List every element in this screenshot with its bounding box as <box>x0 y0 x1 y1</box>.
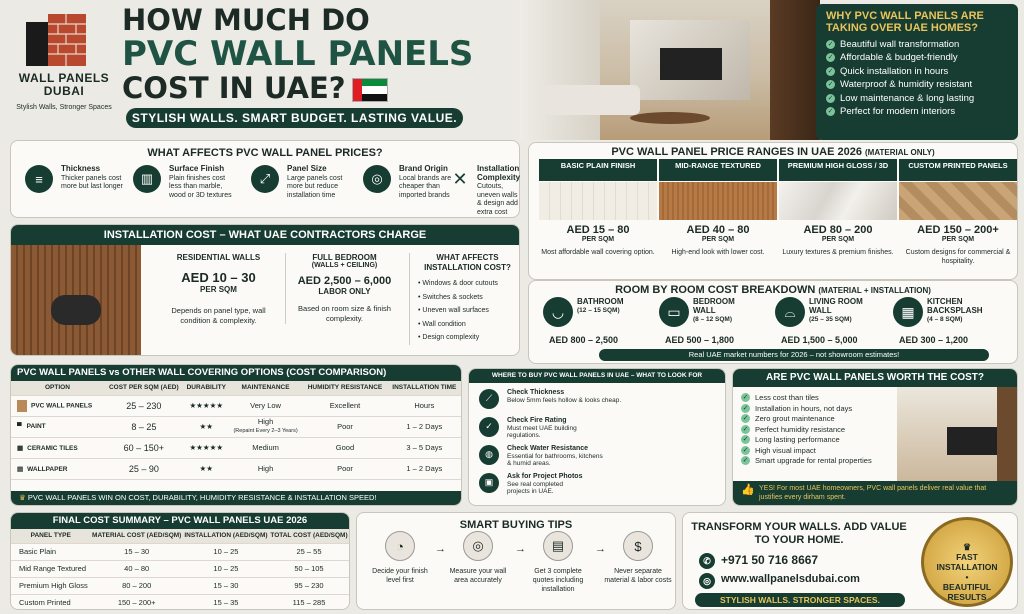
worth-item: ✓ Less cost than tiles <box>742 393 819 402</box>
globe-icon: ◎ <box>363 165 391 193</box>
brand-tagline: Stylish Walls, Stronger Spaces <box>16 104 112 111</box>
price-midrange: MID-RANGE TEXTURED AED 40 – 80 PER SQM High-end look with lower cost. <box>659 159 777 257</box>
bed-icon: ▭ <box>659 297 689 327</box>
table-row: Custom Printed 150 – 200+ 15 – 35 115 – 285 <box>11 594 349 610</box>
where-item: ⟋ Check Thickness Below 5mm feels hollow & looks cheap. <box>479 389 719 417</box>
title-line-1: HOW MUCH DO <box>122 3 370 37</box>
worth-item: ✓ Perfect humidity resistance <box>742 424 846 434</box>
price-ranges-card <box>528 142 1018 280</box>
worth-title: ARE PVC WALL PANELS WORTH THE COST? <box>733 369 1017 387</box>
slogan-banner: STYLISH WALLS. SMART BUDGET. LASTING VALUE. <box>126 108 463 128</box>
resize-icon: ⤢ <box>251 165 279 193</box>
why-item: ✓ Low maintenance & long lasting <box>827 92 975 104</box>
quote-document-icon: ▤ <box>543 531 573 561</box>
why-item: ✓ Affordable & budget-friendly <box>827 52 958 64</box>
cta-title: TRANSFORM YOUR WALLS. ADD VALUE TO YOUR HOME. <box>691 521 907 546</box>
worth-item: ✓ Zero grout maintenance <box>742 414 835 423</box>
check-icon: ✓ <box>742 415 749 422</box>
arrow-icon: → <box>435 543 446 555</box>
why-item: ✓ Waterproof & humidity resistant <box>827 79 973 91</box>
price-ranges-title: PVC WALL PANEL PRICE RANGES IN UAE 2026 (MATERIAL ONLY) <box>611 146 935 158</box>
installation-card <box>10 224 520 356</box>
worth-item: ✓ Smart upgrade for rental properties <box>742 456 872 465</box>
tools-icon: ✕ <box>452 168 468 189</box>
affect-item: • Windows & door cutouts <box>418 280 498 287</box>
page-title <box>122 4 522 104</box>
shield-check-icon: ✓ <box>479 417 499 437</box>
logo <box>8 8 120 118</box>
comparison-card <box>10 364 462 506</box>
worth-card <box>732 368 1018 506</box>
bathtub-icon: ◡ <box>543 297 573 327</box>
tape-measure-icon: ◎ <box>463 531 493 561</box>
sofa-icon: ⌓ <box>775 297 805 327</box>
where-to-buy-card <box>468 368 726 506</box>
title-line-3: COST IN UAE? <box>122 72 522 104</box>
where-item: ▣ Ask for Project Photos See real completed projects in UAE. <box>479 473 719 501</box>
title-line-2: PVC WALL PANELS <box>122 34 474 74</box>
photo-icon: ▣ <box>479 473 499 493</box>
check-icon: ✓ <box>742 394 749 401</box>
table-row: Premium High Gloss 80 – 200 15 – 30 95 – 230 <box>11 577 349 594</box>
where-item: ✓ Check Fire Rating Must meet UAE building regulations. <box>479 417 719 445</box>
kitchen-icon: ▦ <box>893 297 923 327</box>
summary-title: FINAL COST SUMMARY – PVC WALL PANELS UAE 2026 <box>11 513 349 529</box>
worth-item: ✓ Long lasting performance <box>742 435 840 444</box>
tips-title: SMART BUYING TIPS <box>459 519 573 531</box>
table-row: ▀ PAINT 8 – 25 ★★ High (Repaint Every 2–3 Years) Poor 1 – 2 Days <box>11 416 461 437</box>
price-basic: BASIC PLAIN FINISH AED 15 – 80 PER SQM Most affordable wall covering option. <box>539 159 657 257</box>
arrow-icon: → <box>515 543 526 555</box>
check-icon: ✓ <box>742 446 749 454</box>
factors-title: WHAT AFFECTS PVC WALL PANEL PRICES? <box>147 147 383 159</box>
tv-wall-image <box>897 387 1017 483</box>
why-item: ✓ Beautiful wall transformation <box>827 39 960 50</box>
where-title: WHERE TO BUY PVC WALL PANELS IN UAE – WHAT TO LOOK FOR <box>469 369 725 383</box>
pvc-swatch-icon <box>17 400 27 412</box>
table-row: ▤ WALLPAPER 25 – 90 ★★ High Poor 1 – 2 Days <box>11 458 461 479</box>
invoice-icon: $ <box>623 531 653 561</box>
worth-item: ✓ Installation in hours, not days <box>742 403 853 413</box>
comparison-footer: ♛ PVC WALL PANELS WIN ON COST, DURABILITY, HUMIDITY RESISTANCE & INSTALLATION SPEED! <box>11 491 461 505</box>
brand-name: WALL PANELS DUBAI <box>18 71 110 98</box>
why-item: ✓ Quick installation in hours <box>827 65 949 77</box>
price-custom: CUSTOM PRINTED PANELS AED 150 – 200+ PER SQM Custom designs for commercial & hospitality. <box>899 159 1017 266</box>
check-icon: ✓ <box>827 81 834 89</box>
website-link[interactable]: ◎ www.wallpanelsdubai.com <box>721 573 860 585</box>
tip-item: $ Never separate material & labor costs <box>603 531 673 585</box>
uae-flag-icon <box>352 78 388 102</box>
wallpaper-icon: ▤ <box>17 465 24 473</box>
full-bedroom: FULL BEDROOM (WALLS + CEILING) AED 2,500 – 6,000 LABOR ONLY Based on room size & finish complexity. <box>285 253 403 324</box>
why-title: WHY PVC WALL PANELS ARE TAKING OVER UAE HOMES? <box>826 10 984 34</box>
summary-table <box>11 529 349 610</box>
residential-walls: RESIDENTIAL WALLS AED 10 – 30 PER SQM Depends on panel type, wall condition & complexity. <box>171 253 266 325</box>
affects-installation: WHAT AFFECTS INSTALLATION COST? • Windows & door cutouts • Switches & sockets • Uneven wall surfaces • Wall condition • Design complexity <box>409 253 517 345</box>
wood-panel-image <box>11 245 141 356</box>
phone-icon: ✆ <box>699 553 715 569</box>
tip-item: ▤ Get 3 complete quotes including installation <box>523 531 593 594</box>
check-icon: ✓ <box>827 41 834 48</box>
trophy-icon: ♛ <box>19 493 28 502</box>
globe-icon: ◎ <box>699 573 715 589</box>
why-item: ✓ Perfect for modern interiors <box>827 106 956 118</box>
check-icon: ✓ <box>742 404 749 412</box>
cta-slogan: STYLISH WALLS. STRONGER SPACES. <box>695 593 905 607</box>
table-row: Basic Plain 15 – 30 10 – 25 25 – 55 <box>11 543 349 560</box>
tips-card <box>356 512 676 610</box>
cta-card <box>682 512 1018 610</box>
check-icon: ✓ <box>827 67 834 75</box>
check-icon: ✓ <box>827 54 834 62</box>
price-premium: PREMIUM HIGH GLOSS / 3D AED 80 – 200 PER SQM Luxury textures & premium finishes. <box>779 159 897 257</box>
worth-item: ✓ High visual impact <box>742 445 816 455</box>
check-icon: ✓ <box>742 425 749 433</box>
living-room-image <box>520 0 820 140</box>
paint-roller-icon: ▀ <box>17 423 22 430</box>
swatch-fan-icon: ◔ <box>385 531 415 561</box>
table-header: OPTION COST PER SQM (AED) DURABILITY MAINTENANCE HUMIDITY RESISTANCE INSTALLATION TIME <box>11 381 461 395</box>
arrow-icon: → <box>595 543 606 555</box>
where-item: ◍ Check Water Resistance Essential for bathrooms, kitchens & humid areas. <box>479 445 719 473</box>
check-icon: ✓ <box>827 94 834 102</box>
check-icon: ✓ <box>742 457 749 464</box>
price-factors-card: WHAT AFFECTS PVC WALL PANEL PRICES? ≡ Thickness Thicker panels cost more but last longer ▥ Surface Finish Plain finishes cost less than marble, wood or 3D textures ⤢ Panel Size Large panels cost more but reduce installation time ◎ Brand Origin Local brands are cheaper than imported brands ✕ Installation Complexity Cutouts, uneven walls & design add extra cost <box>10 140 520 218</box>
comparison-title: PVC WALL PANELS vs OTHER WALL COVERING OPTIONS (COST COMPARISON) <box>11 365 461 381</box>
installation-title: INSTALLATION COST – WHAT UAE CONTRACTORS CHARGE <box>11 225 519 245</box>
rooms-note: Real UAE market numbers for 2026 – not showroom estimates! <box>599 349 989 361</box>
table-row: PVC WALL PANELS 25 – 230 ★★★★★ Very Low Excellent Hours <box>11 395 461 416</box>
brick-wall-icon <box>26 14 86 66</box>
crown-icon: ♛ <box>962 542 972 552</box>
fast-installation-badge: ♛ FAST INSTALLATION • BEAUTIFUL RESULTS <box>921 517 1013 607</box>
worth-verdict: 👍 YES! For most UAE homeowners, PVC wall panels deliver real value that justifies every dirham spent. <box>733 481 1017 505</box>
table-row: Mid Range Textured 40 – 80 10 – 25 50 – 105 <box>11 560 349 577</box>
why-panel <box>816 4 1018 140</box>
room-cost-card: ROOM BY ROOM COST BREAKDOWN (MATERIAL + INSTALLATION) ◡ BATHROOM (12 – 15 SQM) AED 800 – 2,500 ▭ BEDROOM WALL (8 – 12 SQM) AED 500 – 1,800 ⌓ LIVING ROOM WALL (25 – 35 SQM) AED 1,500 – 5,000 ▦ KITCHEN BACKSPLASH (4 – 8 SQM) AED 300 – 1,200 Real UAE market numbers for 2026 – not showroom estimates! <box>528 280 1018 364</box>
comparison-table <box>11 381 461 480</box>
check-icon: ✓ <box>827 108 834 116</box>
layers-icon: ≡ <box>25 165 53 193</box>
affect-item: • Switches & sockets <box>418 293 483 301</box>
summary-card <box>10 512 350 610</box>
check-icon: ✓ <box>742 436 749 443</box>
water-drop-icon: ◍ <box>479 445 499 465</box>
affect-item: • Uneven wall surfaces <box>418 307 489 314</box>
thumbs-up-icon: 👍 <box>741 484 755 496</box>
affect-item: • Wall condition <box>418 320 466 328</box>
table-header: PANEL TYPE MATERIAL COST (AED/SQM) INSTALLATION (AED/SQM) TOTAL COST (AED/SQM) <box>11 529 349 543</box>
tiles-icon: ▦ <box>17 444 24 452</box>
affect-item: • Design complexity <box>418 334 480 341</box>
ruler-icon: ⟋ <box>479 389 499 409</box>
tip-item: ◔ Decide your finish level first <box>365 531 435 585</box>
tip-item: ◎ Measure your wall area accurately <box>443 531 513 585</box>
phone-link[interactable]: ✆ +971 50 716 8667 <box>721 553 818 567</box>
rooms-title: ROOM BY ROOM COST BREAKDOWN (MATERIAL + INSTALLATION) <box>615 284 931 296</box>
table-row: ▦ CERAMIC TILES 60 – 150+ ★★★★★ Medium Good 3 – 5 Days <box>11 437 461 458</box>
panel-icon: ▥ <box>133 165 161 193</box>
